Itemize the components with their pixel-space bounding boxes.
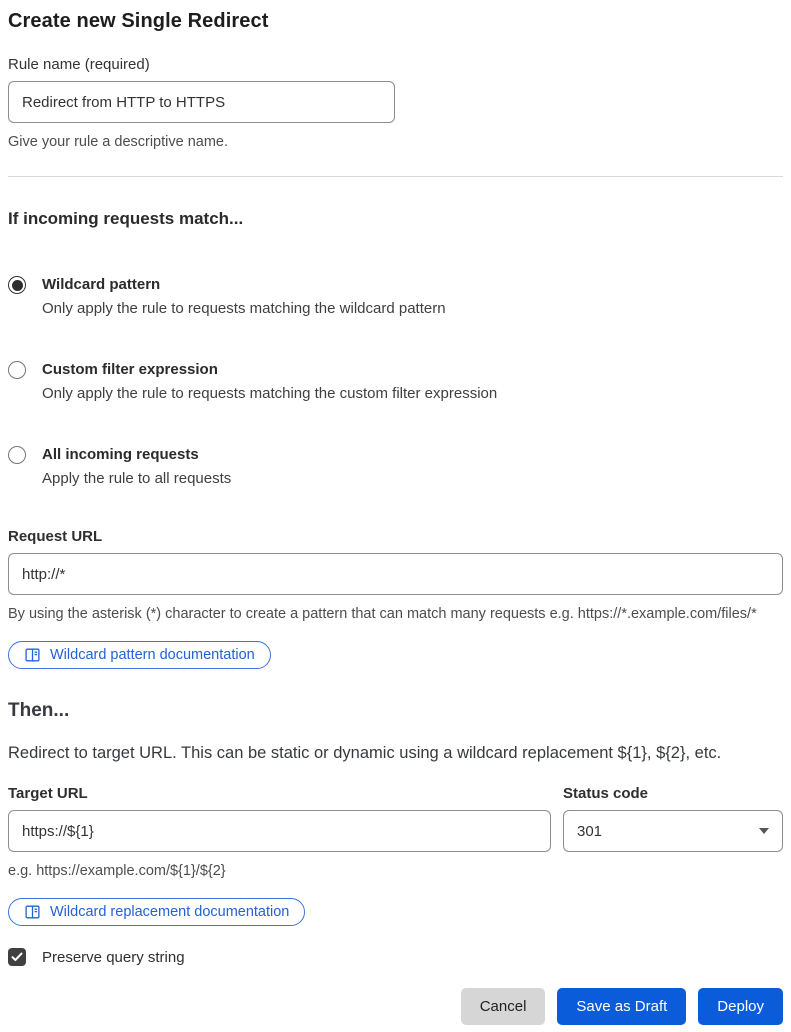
save-as-draft-button[interactable]: Save as Draft: [557, 988, 686, 1025]
rule-name-label: Rule name (required): [8, 56, 150, 73]
then-section-heading: Then...: [8, 700, 70, 721]
deploy-button[interactable]: Deploy: [698, 988, 783, 1025]
pill-button-label: Wildcard replacement documentation: [50, 904, 290, 920]
then-section-description: Redirect to target URL. This can be static or dynamic using a wildcard replacement ${1}, ${2}, etc.: [8, 744, 722, 762]
radio-option-all-requests[interactable]: [8, 443, 783, 491]
radio-label: Wildcard pattern: [42, 276, 161, 293]
radio-description: Apply the rule to all requests: [42, 470, 232, 487]
cancel-button[interactable]: Cancel: [461, 988, 546, 1025]
preserve-query-string-label: Preserve query string: [42, 948, 185, 966]
radio-description: Only apply the rule to requests matching the wildcard pattern: [42, 300, 446, 317]
page-title: Create new Single Redirect: [8, 10, 269, 32]
status-code-select[interactable]: [563, 810, 783, 852]
book-icon: [24, 647, 41, 663]
rule-name-help: Give your rule a descriptive name.: [8, 134, 229, 150]
wildcard-pattern-docs-button[interactable]: [8, 641, 271, 669]
radio-button-icon[interactable]: [8, 276, 26, 294]
request-url-label: Request URL: [8, 528, 103, 545]
match-section-heading: If incoming requests match...: [8, 209, 244, 228]
preserve-query-string-row[interactable]: [8, 948, 783, 966]
status-code-value: 301: [577, 822, 603, 840]
wildcard-replacement-docs-button[interactable]: [8, 898, 305, 926]
target-url-label: Target URL: [8, 785, 88, 802]
radio-option-custom-filter[interactable]: [8, 358, 783, 406]
radio-label: Custom filter expression: [42, 361, 218, 378]
target-url-help: e.g. https://example.com/${1}/${2}: [8, 863, 226, 879]
radio-description: Only apply the rule to requests matching the custom filter expression: [42, 385, 498, 402]
radio-button-icon[interactable]: [8, 446, 26, 464]
section-divider: [8, 176, 783, 177]
request-url-input[interactable]: [8, 553, 783, 595]
radio-option-wildcard-pattern[interactable]: [8, 273, 783, 321]
form-actions: [8, 988, 783, 1025]
target-url-status-row: [8, 785, 783, 852]
radio-button-icon[interactable]: [8, 361, 26, 379]
pill-button-label: Wildcard pattern documentation: [50, 647, 255, 663]
request-url-help: By using the asterisk (*) character to create a pattern that can match many requests e.g. https://*.example.com/files/*: [8, 606, 757, 622]
target-url-input[interactable]: [8, 810, 551, 852]
chevron-down-icon: [759, 828, 769, 834]
checkbox-checked-icon[interactable]: [8, 948, 26, 966]
rule-name-input[interactable]: [8, 81, 395, 123]
status-code-label: Status code: [563, 785, 649, 802]
match-type-radio-group: [8, 273, 783, 491]
book-icon: [24, 904, 41, 920]
radio-label: All incoming requests: [42, 446, 199, 463]
